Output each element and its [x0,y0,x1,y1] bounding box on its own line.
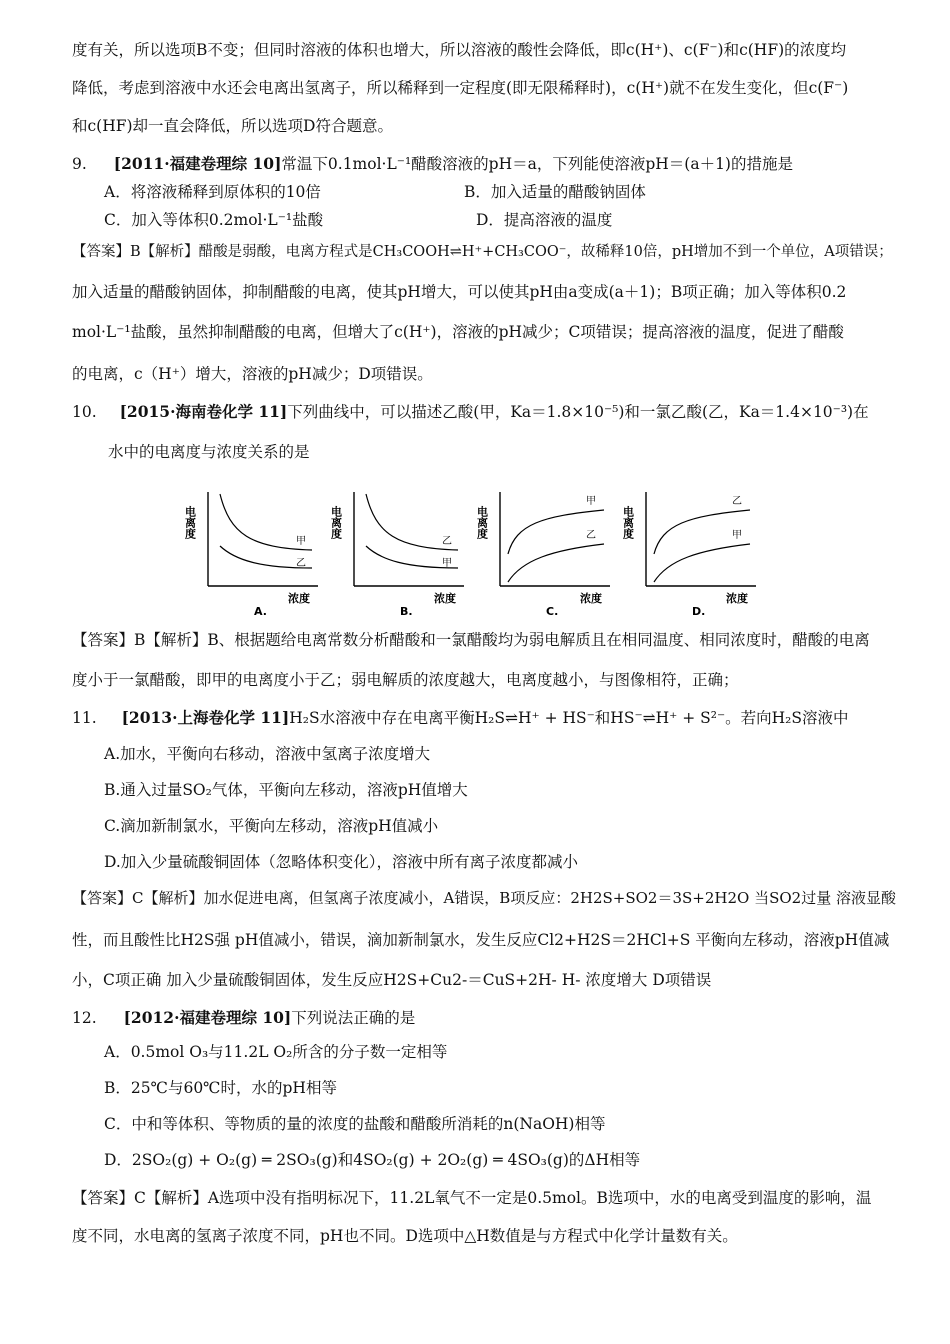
option-label: B. [400,605,413,618]
curve-label-jia: 甲 [732,530,742,541]
question-11-stem [72,708,849,728]
paragraph-line: 度有关，所以选项B不变；但同时溶液的体积也增大，所以溶液的酸性会降低，即c(H⁺)、c(F⁻)和c(HF)的浓度均 [72,41,847,59]
graph-b [330,492,465,618]
option-a: A．将溶液稀释到原体积的10倍 [104,183,321,201]
option-label: D. [692,605,706,618]
question-source: [2013·上海卷化学 11] [121,708,290,727]
question-source: [2015·海南卷化学 11] [119,402,288,421]
question-10-stem [72,402,869,422]
question-number: 12. [72,1009,97,1027]
option-c: C．加入等体积0.2mol·L⁻¹盐酸 [104,211,324,229]
answer-line: 小，C项正确 加入少量硫酸铜固体，发生反应H2S+Cu2-＝CuS+2H- H- 浓度增大 D项错误 [72,971,712,989]
graph-a [184,492,319,618]
curve-label-yi: 乙 [296,558,306,569]
option-d: D．2SO₂(g) + O₂(g) ═ 2SO₃(g)和4SO₂(g) + 2O₂(g) ═ 4SO₃(g)的ΔH相等 [104,1151,641,1169]
curve-label-jia: 甲 [442,558,452,569]
question-source: [2011·福建卷理综 10] [113,154,282,173]
option-b: B.通入过量SO₂气体，平衡向左移动，溶液pH值增大 [104,781,468,799]
x-axis-label: 浓度 [726,592,748,605]
option-c: C.滴加新制氯水，平衡向左移动，溶液pH值减小 [104,817,439,835]
y-axis-label: 电离度 [329,506,343,539]
option-label: A. [254,605,267,618]
option-d: D．提高溶液的温度 [476,211,613,229]
question-number: 11. [72,709,97,727]
answer-line: 【答案】B【解析】B、根据题给电离常数分析醋酸和一氯醋酸均为弱电解质且在相同温度、相同浓度时，醋酸的电离 [72,631,870,649]
answer-line: 性，而且酸性比H2S强 pH值减小，错误，滴加新制氯水，发生反应Cl2+H2S＝2HCl+S 平衡向左移动，溶液pH值减 [72,931,890,949]
answer-line: 的电离，c（H⁺）增大，溶液的pH减少；D项错误。 [72,365,433,383]
x-axis-label: 浓度 [434,592,456,605]
curve-label-yi: 乙 [732,496,742,507]
graph-d [622,492,757,618]
answer-line: 度小于一氯醋酸，即甲的电离度小于乙；弱电解质的浓度越大，电离度越小，与图像相符，正确； [72,671,739,689]
answer-line: 【答案】C【解析】加水促进电离，但氢离子浓度减小，A错误，B项反应：2H2S+SO2＝3S+2H2O 当SO2过量 溶液显酸 [72,889,896,907]
paragraph-line: 降低，考虑到溶液中水还会电离出氢离子，所以稀释到一定程度(即无限稀释时)，c(H⁺)就不在发生变化，但c(F⁻) [72,79,849,97]
y-axis-label: 电离度 [183,506,197,539]
option-a: A．0.5mol O₃与11.2L O₂所含的分子数一定相等 [104,1043,448,1061]
y-axis-label: 电离度 [621,506,635,539]
option-d: D.加入少量硫酸铜固体（忽略体积变化），溶液中所有离子浓度都减小 [104,853,579,871]
question-12-stem [72,1008,415,1028]
question-number: 10. [72,403,97,421]
curve-jia [654,544,750,582]
option-b: B．加入适量的醋酸钠固体 [464,183,646,201]
answer-line: mol·L⁻¹盐酸，虽然抑制醋酸的电离，但增大了c(H⁺)，溶液的pH减少；C项错误；提高溶液的温度，促进了醋酸 [72,323,844,341]
option-a: A.加水，平衡向右移动，溶液中氢离子浓度增大 [104,745,431,763]
x-axis-label: 浓度 [580,592,602,605]
question-number: 9. [72,155,87,173]
answer-line: 【答案】C【解析】A选项中没有指明标况下，11.2L氧气不一定是0.5mol。B选项中，水的电离受到温度的影响，温 [72,1189,872,1207]
question-text-continued: 水中的电离度与浓度关系的是 [108,443,310,461]
answer-line: 【答案】B【解析】醋酸是弱酸，电离方程式是CH₃COOH⇌H⁺+CH₃COO⁻，故稀释10倍，pH增加不到一个单位，A项错误； [72,244,893,260]
curve-yi [508,544,604,582]
curve-label-yi: 乙 [442,536,452,547]
question-text: 下列曲线中，可以描述乙酸(甲，Ka＝1.8×10⁻⁵)和一氯乙酸(乙，Ka＝1.4×10⁻³)在 [287,403,869,421]
option-label: C. [546,605,559,618]
answer-line: 度不同，水电离的氢离子浓度不同，pH也不同。D选项中△H数值是与方程式中化学计量数有关。 [72,1227,738,1245]
question-source: [2012·福建卷理综 10] [123,1008,292,1027]
option-c: C．中和等体积、等物质的量的浓度的盐酸和醋酸所消耗的n(NaOH)相等 [104,1115,606,1133]
curve-label-jia: 甲 [586,496,596,507]
question-text: 下列说法正确的是 [291,1009,416,1027]
graph-c [476,492,611,618]
option-b: B．25℃与60℃时，水的pH相等 [104,1079,337,1097]
answer-line: 加入适量的醋酸钠固体，抑制醋酸的电离，使其pH增大，可以使其pH由a变成(a＋1)；B项正确；加入等体积0.2 [72,283,847,301]
curve-label-jia: 甲 [296,536,306,547]
question-text: 常温下0.1mol·L⁻¹醋酸溶液的pH＝a，下列能使溶液pH＝(a＋1)的措施是 [281,155,793,173]
curve-label-yi: 乙 [586,530,596,541]
question-text: H₂S水溶液中存在电离平衡H₂S⇌H⁺ + HS⁻和HS⁻⇌H⁺ + S²⁻。若向H₂S溶液中 [289,709,849,727]
y-axis-label: 电离度 [475,506,489,539]
paragraph-line: 和c(HF)却一直会降低，所以选项D符合题意。 [72,117,393,135]
x-axis-label: 浓度 [288,592,310,605]
question-9-stem [72,154,793,174]
graph-options [180,484,780,624]
